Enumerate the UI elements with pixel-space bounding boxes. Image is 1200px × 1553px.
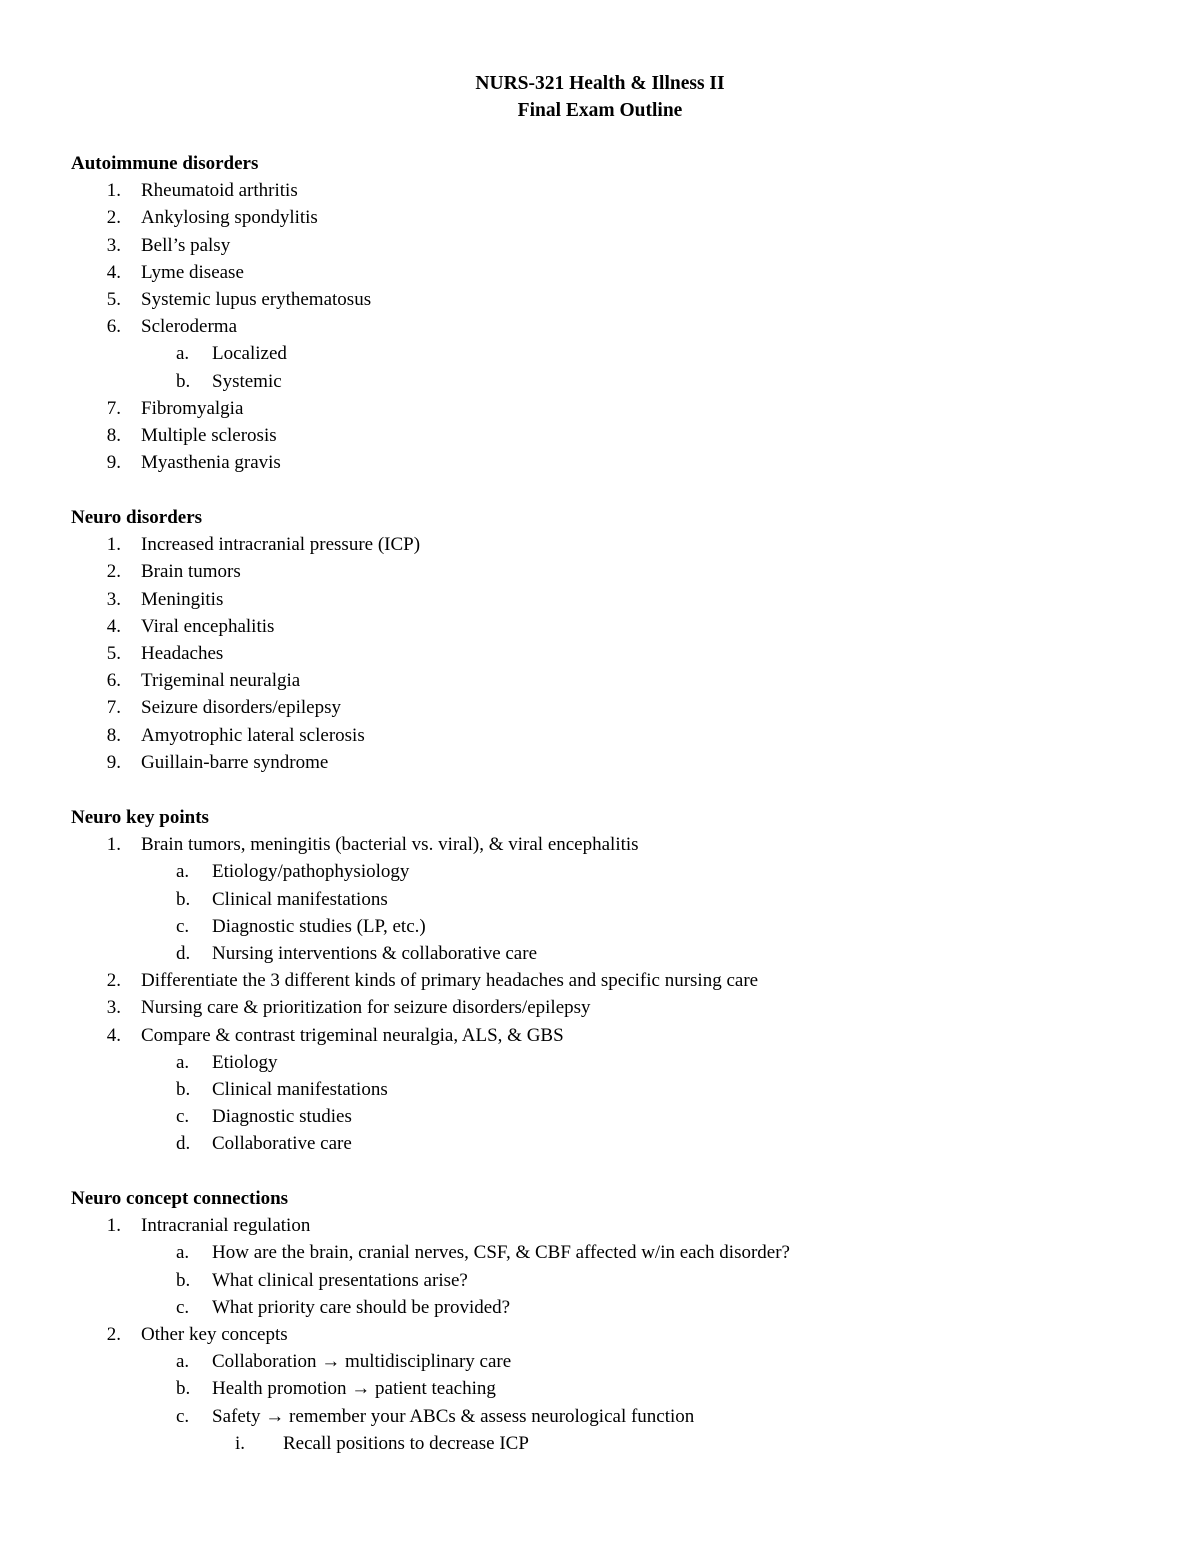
list-item-text: Systemic lupus erythematosus (141, 289, 372, 310)
list-marker: c. (176, 1296, 190, 1318)
list-item-text: Nursing care & prioritization for seizure disorders/epilepsy (141, 997, 591, 1019)
list-marker: 1. (106, 180, 121, 202)
document-title: NURS-321 Health & Illness II (475, 73, 725, 94)
list-marker: a. (176, 1242, 190, 1264)
list-marker: 2. (106, 207, 121, 229)
list-item-text: What clinical presentations arise? (212, 1269, 468, 1291)
list-marker: 7. (106, 697, 121, 719)
list-marker: 6. (106, 316, 121, 338)
list-marker: d. (176, 1133, 191, 1155)
list-marker: a. (176, 1051, 190, 1073)
list-item-text: Clinical manifestations (212, 1079, 388, 1100)
list-marker: 7. (106, 397, 121, 419)
list-marker: 4. (106, 261, 121, 283)
list-item-text: Rheumatoid arthritis (141, 180, 298, 202)
list-item-text: Differentiate the 3 different kinds of primary headaches and specific nursing care (141, 970, 759, 992)
list-marker: 1. (106, 534, 121, 556)
list-item-text: Increased intracranial pressure (ICP) (141, 534, 421, 556)
list-marker: b. (176, 1269, 191, 1291)
list-marker: 4. (106, 1024, 121, 1046)
list-marker: a. (176, 1351, 190, 1373)
list-marker: 2. (106, 561, 121, 583)
list-item-text: Multiple sclerosis (141, 425, 277, 446)
list-item-text: Other key concepts (141, 1324, 288, 1345)
list-marker: 9. (106, 751, 121, 773)
list-marker: 1. (106, 1215, 121, 1237)
list-marker: c. (176, 1106, 190, 1128)
list-item-text: Diagnostic studies (LP, etc.) (212, 915, 426, 937)
section-heading: Autoimmune disorders (71, 153, 259, 174)
list-marker: b. (176, 370, 191, 392)
list-marker: 8. (106, 425, 121, 446)
list-item-text: Ankylosing spondylitis (141, 207, 318, 229)
section-heading: Neuro concept connections (71, 1188, 289, 1209)
list-item-text: Safety → remember your ABCs & assess neurological function (212, 1405, 695, 1427)
list-item-text: Seizure disorders/epilepsy (141, 697, 341, 719)
list-marker: 2. (106, 1324, 121, 1345)
list-marker: 2. (106, 970, 121, 992)
list-marker: 3. (106, 997, 121, 1019)
list-item-text: Meningitis (141, 588, 224, 610)
list-item-text: Headaches (141, 643, 224, 664)
section-heading: Neuro key points (71, 807, 209, 828)
list-marker: a. (176, 861, 190, 883)
list-marker: 4. (106, 615, 121, 637)
list-item-text: Brain tumors (141, 561, 241, 583)
list-marker: 8. (106, 724, 121, 746)
list-item-text: Guillain-barre syndrome (141, 751, 329, 773)
list-item-text: Brain tumors, meningitis (bacterial vs. viral), & viral encephalitis (141, 834, 639, 856)
list-item-text: Amyotrophic lateral sclerosis (141, 724, 365, 746)
list-marker: 5. (106, 643, 121, 664)
list-item-text: What priority care should be provided? (212, 1296, 511, 1318)
list-item-text: Etiology/pathophysiology (212, 861, 410, 883)
list-item-text: Recall positions to decrease ICP (283, 1432, 529, 1454)
list-marker: 9. (106, 452, 121, 474)
list-item-text: Compare & contrast trigeminal neuralgia, ALS, & GBS (141, 1024, 564, 1046)
list-item-text: Systemic (212, 370, 282, 392)
list-marker: 1. (106, 834, 121, 856)
list-marker: 3. (106, 588, 121, 610)
list-item-text: Bell’s palsy (141, 234, 231, 256)
list-item-text: Trigeminal neuralgia (141, 670, 301, 692)
list-item-text: Health promotion → patient teaching (212, 1378, 496, 1400)
list-marker: b. (176, 1079, 191, 1100)
list-item-text: How are the brain, cranial nerves, CSF, & CBF affected w/in each disorder? (212, 1242, 790, 1264)
list-item-text: Viral encephalitis (141, 615, 275, 637)
list-item-text: Etiology (212, 1051, 278, 1073)
list-marker: 5. (106, 289, 121, 310)
list-item-text: Collaboration → multidisciplinary care (212, 1351, 512, 1373)
list-item-text: Nursing interventions & collaborative care (212, 943, 538, 964)
list-marker: c. (176, 1405, 190, 1427)
list-item-text: Lyme disease (141, 261, 244, 283)
document-subtitle: Final Exam Outline (517, 100, 683, 121)
list-item-text: Intracranial regulation (141, 1215, 311, 1237)
list-item-text: Collaborative care (212, 1133, 352, 1155)
list-marker: d. (176, 943, 191, 964)
list-item-text: Diagnostic studies (212, 1106, 352, 1128)
list-marker: c. (176, 915, 190, 937)
list-marker: a. (176, 343, 190, 365)
list-marker: 6. (106, 670, 121, 692)
list-marker: 3. (106, 234, 121, 256)
list-item-text: Localized (212, 343, 287, 365)
list-marker: b. (176, 1378, 191, 1400)
list-item-text: Clinical manifestations (212, 888, 388, 910)
list-item-text: Myasthenia gravis (141, 452, 281, 474)
list-item-text: Scleroderma (141, 316, 238, 338)
list-marker: i. (235, 1432, 246, 1454)
list-item-text: Fibromyalgia (141, 397, 244, 419)
section-heading: Neuro disorders (71, 507, 203, 528)
list-marker: b. (176, 888, 191, 910)
